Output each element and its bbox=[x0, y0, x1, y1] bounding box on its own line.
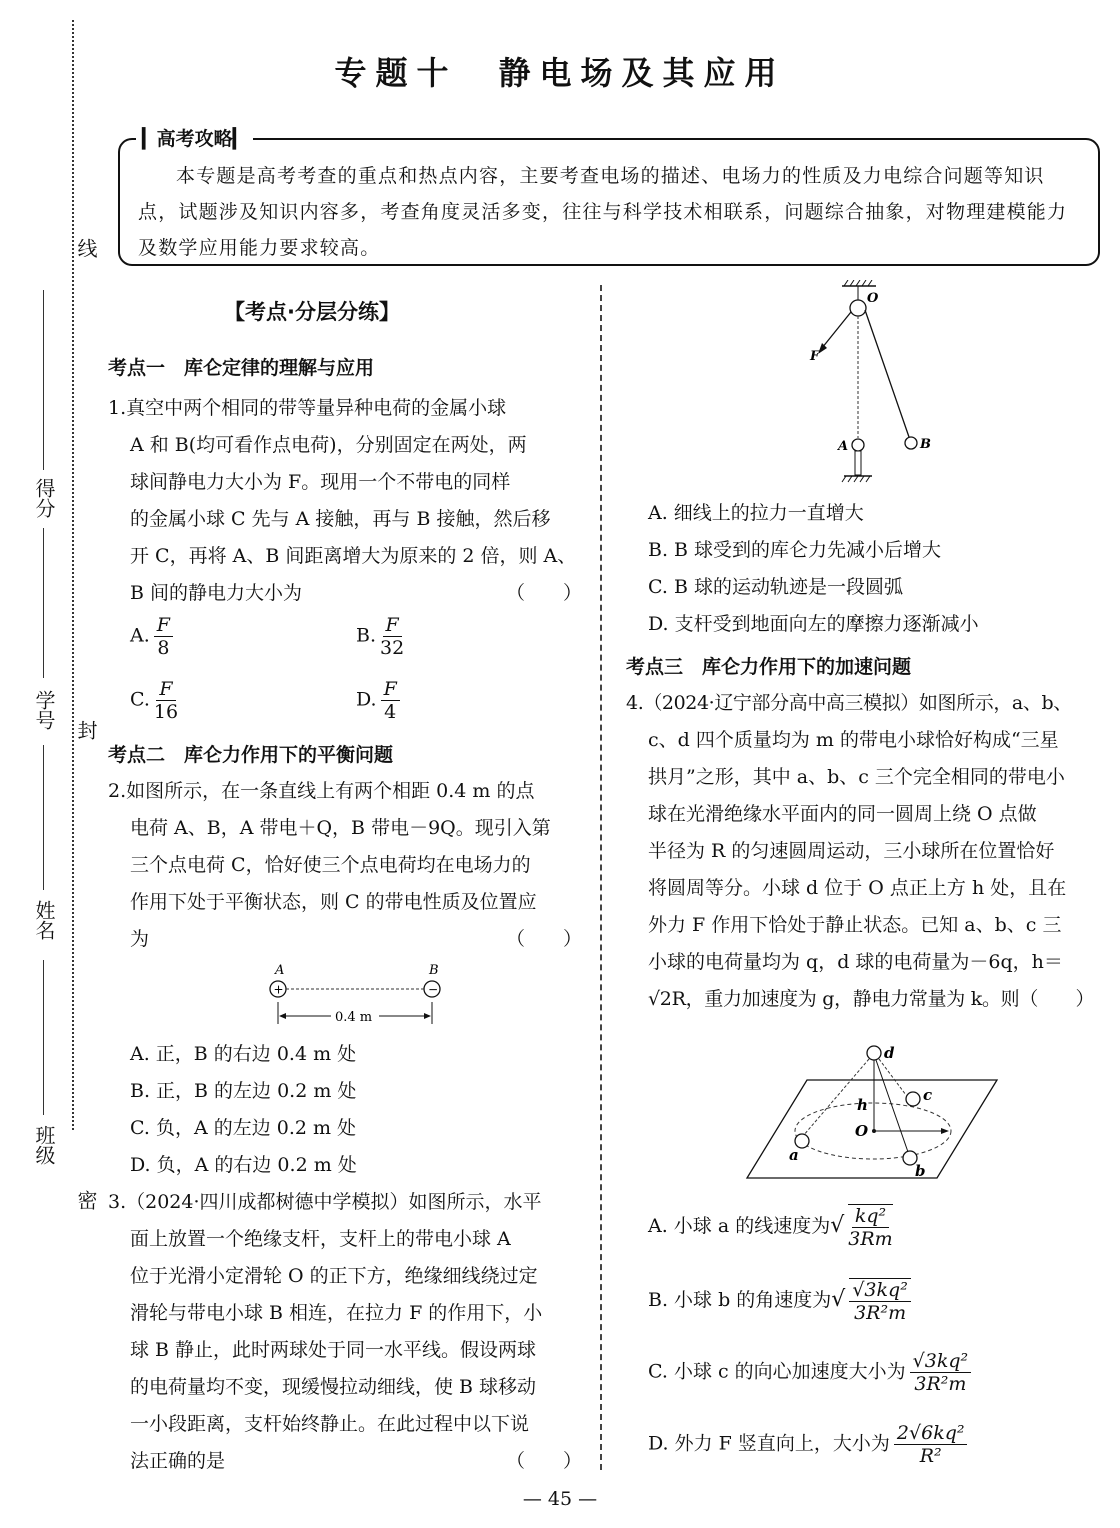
q2-fig-label-b: B bbox=[429, 963, 439, 978]
q1-line: A 和 B(均可看作点电荷)，分别固定在两处，两 bbox=[130, 434, 527, 456]
q4-line: 球在光滑绝缘水平面内的同一圆周上绕 O 点做 bbox=[648, 803, 1037, 825]
q4-line: 外力 F 作用下恰处于静止状态。已知 a、b、c 三 bbox=[648, 914, 1062, 936]
q4-label-o: O bbox=[855, 1122, 869, 1140]
q4-option-a[interactable]: A. 小球 a 的线速度为√ $\frac{\text{kq²}}{3Rm}$ bbox=[648, 1205, 893, 1250]
q2-dim-arrow-left bbox=[279, 1013, 286, 1019]
binding-line-char: 线 bbox=[74, 238, 98, 258]
q1-option-a[interactable]: A. $\frac{F}{8}$ bbox=[130, 614, 173, 659]
q2-option-d[interactable]: D. 负，A 的右边 0.2 m 处 bbox=[130, 1154, 357, 1176]
q3-string-to-b bbox=[865, 310, 909, 437]
q4-radius-arrow bbox=[941, 1128, 949, 1134]
q3-pull-string bbox=[822, 312, 851, 348]
q4-label-c: c bbox=[923, 1086, 933, 1104]
q4-line-db bbox=[876, 1060, 908, 1152]
q4-option-c[interactable]: C. 小球 c 的向心加速度大小为 $\frac{\text{√3kq²}}{\text{3R²m}}$ bbox=[648, 1350, 971, 1395]
q3-line: 的电荷量均不变，现缓慢拉动细线，使 B 球移动 bbox=[130, 1376, 537, 1398]
q3-line: 滑轮与带电小球 B 相连，在拉力 F 的作用下，小 bbox=[130, 1302, 543, 1324]
q4-line: 拱月”之形，其中 a、b、c 三个完全相同的带电小 bbox=[648, 766, 1065, 788]
kp2-heading: 考点二 库仑力作用下的平衡问题 bbox=[108, 744, 394, 766]
name-label: 姓名 bbox=[32, 900, 56, 940]
q3-option-b[interactable]: B. B 球受到的库仑力先减小后增大 bbox=[648, 539, 942, 561]
q3-line: 位于光滑小定滑轮 O 的正下方，绝缘细线绕过定 bbox=[130, 1265, 538, 1287]
score-blank bbox=[43, 290, 44, 470]
page-title: 专题十 静电场及其应用 bbox=[334, 54, 786, 92]
q2-figure bbox=[255, 960, 455, 1030]
q4-label-b: b bbox=[915, 1162, 926, 1180]
q3-figure bbox=[800, 280, 950, 488]
column-divider bbox=[600, 285, 602, 1470]
q1-line: 球间静电力大小为 F。现用一个不带电的同样 bbox=[130, 471, 511, 493]
q4-figure bbox=[745, 1040, 1005, 1180]
q4-line: c、d 四个质量均为 m 的带电小球恰好构成“三星 bbox=[648, 729, 1059, 751]
q4-label-h: h bbox=[857, 1096, 868, 1114]
q2-fig-label-a: A bbox=[275, 963, 285, 978]
q2-line: 三个点电荷 C，恰好使三个点电荷均在电场力的 bbox=[130, 854, 531, 876]
q3-option-c[interactable]: C. B 球的运动轨迹是一段圆弧 bbox=[648, 576, 903, 598]
q1-answer-bracket: （ ） bbox=[505, 582, 582, 604]
q3-arrow-f bbox=[818, 343, 827, 354]
q4-line: √2R，重力加速度为 g，静电力常量为 k。则（ ） bbox=[648, 988, 1095, 1010]
q1-option-c[interactable]: C. $\frac{F}{16}$ bbox=[130, 678, 179, 723]
q1-stem bbox=[108, 390, 582, 612]
q1-line: 的金属小球 C 先与 A 接触，再与 B 接触，然后移 bbox=[130, 508, 551, 530]
q4-ball-d bbox=[867, 1046, 881, 1060]
kp1-heading: 考点一 库仑定律的理解与应用 bbox=[108, 357, 375, 379]
score-label: 得分 bbox=[32, 478, 56, 518]
q1-option-b[interactable]: B. $\frac{F}{32}$ bbox=[356, 614, 405, 659]
q2-options bbox=[130, 1036, 357, 1184]
q3-line: 一小段距离，支杆始终静止。在此过程中以下说 bbox=[130, 1413, 530, 1435]
q3-line: 球 B 静止，此时两球处于同一水平线。假设两球 bbox=[130, 1339, 537, 1361]
q3-ground-hatch bbox=[842, 476, 870, 482]
q2-answer-bracket: （ ） bbox=[505, 928, 582, 950]
q3-options bbox=[648, 495, 979, 643]
binding-dotted-line bbox=[72, 20, 74, 1130]
class-label: 班级 bbox=[32, 1125, 56, 1165]
q2-line: 2.如图所示，在一条直线上有两个相距 0.4 m 的点 bbox=[108, 780, 535, 802]
q3-support-rod bbox=[855, 451, 861, 475]
q3-label-a: A bbox=[838, 439, 849, 454]
q2-option-a[interactable]: A. 正，B 的右边 0.4 m 处 bbox=[130, 1043, 357, 1065]
q4-center-dot bbox=[872, 1129, 876, 1133]
q3-option-d[interactable]: D. 支杆受到地面向左的摩擦力逐渐减小 bbox=[648, 613, 979, 635]
q2-line: 作用下处于平衡状态，则 C 的带电性质及位置应 bbox=[130, 891, 537, 913]
section-header: 【考点·分层分练】 bbox=[224, 300, 400, 324]
q3-last-line bbox=[108, 1443, 582, 1480]
q2-stem bbox=[108, 773, 582, 958]
q4-label-a: a bbox=[789, 1146, 799, 1164]
q1-line: 1.真空中两个相同的带等量异种电荷的金属小球 bbox=[108, 397, 507, 419]
q2-option-c[interactable]: C. 负，A 的左边 0.2 m 处 bbox=[130, 1117, 357, 1139]
q3-ceiling-hatch bbox=[844, 280, 872, 286]
binding-seal-char: 封 bbox=[74, 720, 98, 740]
q3-label-o: O bbox=[867, 291, 879, 306]
strategy-text: 本专题是高考考查的重点和热点内容，主要考查电场的描述、电场力的性质及力电综合问题等知识点，试题涉及知识内容多，考查角度灵活多变，往往与科学技术相联系，问题综合抽象，对物理建模能力及数学应用能力要求较高。 bbox=[138, 165, 1068, 259]
q1-line: B 间的静电力大小为 bbox=[130, 582, 303, 604]
q3-line: 面上放置一个绝缘支杆，支杆上的带电小球 A bbox=[130, 1228, 511, 1250]
student-no-label: 学号 bbox=[32, 690, 56, 730]
q4-option-d[interactable]: D. 外力 F 竖直向上，大小为 $\frac{\text{2√6kq²}}{\text{R²}}$ bbox=[648, 1422, 967, 1467]
kp3-heading: 考点三 库仑力作用下的加速问题 bbox=[626, 656, 912, 678]
q3-label-b: B bbox=[920, 437, 931, 452]
q3-line: 3.（2024·四川成都树德中学模拟）如图所示，水平 bbox=[108, 1191, 542, 1213]
q4-line: 将圆周等分。小球 d 位于 O 点正上方 h 处，且在 bbox=[648, 877, 1067, 899]
q2-option-b[interactable]: B. 正，B 的左边 0.2 m 处 bbox=[130, 1080, 357, 1102]
q4-plane bbox=[747, 1080, 997, 1178]
q2-charge-a-sign: + bbox=[273, 982, 284, 997]
q3-ball-a bbox=[852, 439, 864, 451]
q4-stem bbox=[626, 685, 1100, 1018]
q4-line: 小球的电荷量均为 q，d 球的电荷量为－6q，h＝ bbox=[648, 951, 1063, 973]
q2-last-line bbox=[108, 921, 582, 958]
q3-pulley bbox=[850, 300, 866, 316]
q3-label-f: F bbox=[810, 349, 820, 364]
q3-option-a[interactable]: A. 细线上的拉力一直增大 bbox=[648, 502, 864, 524]
q2-dim-arrow-right bbox=[424, 1013, 431, 1019]
q4-line: 4.（2024·辽宁部分高中高三模拟）如图所示，a、b、 bbox=[626, 692, 1072, 714]
page-number: — 45 — bbox=[522, 1488, 598, 1510]
student-no-blank bbox=[43, 528, 44, 678]
q4-ball-c bbox=[906, 1092, 920, 1106]
q2-line: 电荷 A、B，A 带电＋Q，B 带电－9Q。现引入第 bbox=[130, 817, 551, 839]
q2-line: 为 bbox=[130, 928, 150, 950]
q1-option-d[interactable]: D. $\frac{F}{4}$ bbox=[356, 678, 400, 723]
binding-secret-char: 密 bbox=[74, 1190, 98, 1210]
name-blank bbox=[43, 745, 44, 890]
q2-dim-label: 0.4 m bbox=[335, 1010, 373, 1025]
q1-last-line bbox=[108, 575, 582, 612]
q1-line: 开 C，再将 A、B 间距离增大为原来的 2 倍，则 A、 bbox=[130, 545, 577, 567]
q3-ball-b bbox=[905, 437, 917, 449]
q3-line: 法正确的是 bbox=[130, 1450, 226, 1472]
q2-charge-b-sign: − bbox=[428, 982, 439, 997]
class-blank bbox=[43, 960, 44, 1115]
q3-stem bbox=[108, 1184, 582, 1480]
q4-option-b[interactable]: B. 小球 b 的角速度为√ $\frac{\text{√3kq²}}{\text{3R²m}}$ bbox=[648, 1278, 911, 1324]
strategy-label: ▎高考攻略▎ bbox=[136, 124, 253, 151]
q4-label-d: d bbox=[884, 1044, 895, 1062]
q4-line-dc bbox=[879, 1059, 906, 1095]
q4-line: 半径为 R 的匀速圆周运动，三小球所在位置恰好 bbox=[648, 840, 1055, 862]
q3-answer-bracket: （ ） bbox=[505, 1450, 582, 1472]
